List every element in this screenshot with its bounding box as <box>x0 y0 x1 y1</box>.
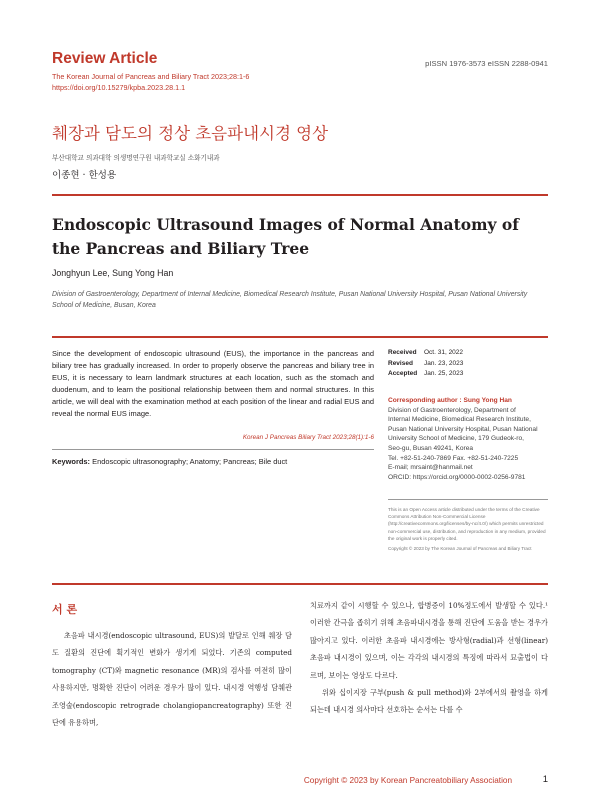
abstract: Since the development of endoscopic ultrasound (EUS), the importance in the pancreas and biliary tree has gradually increased. In order to properly observe the pancreas and biliary tree in EUS, it is necessary to learn landmark structures at each location, such as the stomach and duodenum, and to learn the positional relationship between them and normal structures. In this article, we will deal with the examination method at each position of the linear and radial EUS and reveal the normal EUS image. <box>52 349 374 418</box>
divider <box>52 449 374 450</box>
article-type: Review Article <box>52 50 158 67</box>
divider <box>388 499 548 500</box>
revised-date: Jan. 23, 2023 <box>424 359 464 367</box>
accepted-date: Jan. 25, 2023 <box>424 370 464 378</box>
english-affiliation: Division of Gastroenterology, Department of Internal Medicine, Biomedical Research Institute, Pusan National University Hospital, Pusan National University School of Medicine, Busan, Korea <box>52 291 528 310</box>
korean-authors: 이종현 · 한성용 <box>52 170 117 181</box>
corr-email[interactable]: E-mail; mrsaint@hanmail.net <box>388 464 473 472</box>
received-label: Received <box>388 349 417 356</box>
corr-line: Seo-gu, Busan 49241, Korea <box>388 444 474 452</box>
citation: Korean J Pancreas Biliary Tract 2023;28(1):1-6 <box>242 434 374 441</box>
keywords-value: Endoscopic ultrasonography; Anatomy; Pancreas; Bile duct <box>92 457 288 466</box>
issn: pISSN 1976-3573 eISSN 2288-0941 <box>425 59 548 68</box>
corr-line: Tel. +82-51-240-7869 Fax. +82-51-240-7225 <box>388 454 519 462</box>
corr-line: Division of Gastroenterology, Department of <box>388 406 516 414</box>
doi-link[interactable]: https://doi.org/10.15279/kpba.2023.28.1.1 <box>52 83 186 92</box>
journal-citation: The Korean Journal of Pancreas and Biliary Tract 2023;28:1-6 <box>52 72 250 81</box>
body-column-left <box>52 627 292 731</box>
article-header <box>52 50 249 92</box>
korean-affiliation: 부산대학교 의과대학 의생명연구원 내과학교실 소화기내과 <box>52 154 220 162</box>
journal-copyright: Copyright © 2023 by The Korean Journal of Pancreas and Biliary Tract <box>388 546 532 551</box>
license-text: This is an Open Access article distributed under the terms of the Creative Commons Attribution Non-Commercial License (http://creativecommons.org/licenses/by-nc/4.0/) which permits unrestricted non-commercial use, distribution, and reproduction in any medium, provided the original work is properly cited. <box>388 507 546 541</box>
divider <box>52 336 548 338</box>
received-date: Oct. 31, 2022 <box>424 349 464 356</box>
english-authors: Jonghyun Lee, Sung Yong Han <box>52 268 174 278</box>
body-column-right <box>310 597 548 719</box>
page-number: 1 <box>542 774 548 785</box>
accepted-label: Accepted <box>388 370 418 378</box>
corresponding-author <box>388 396 548 482</box>
korean-title: 췌장과 담도의 정상 초음파내시경 영상 <box>52 124 329 143</box>
corr-line: Pusan National University Hospital, Pusan National <box>388 425 538 433</box>
keywords <box>52 457 374 466</box>
revised-label: Revised <box>388 359 413 367</box>
corresponding-heading: Corresponding author : Sung Yong Han <box>388 397 512 404</box>
keywords-label: Keywords: <box>52 457 91 466</box>
paragraph: 초음파 내시경(endoscopic ultrasound, EUS)의 발달로 인해 췌장 담도 질환의 진단에 획기적인 변화가 생기게 되었다. 기존의 computed tomography (CT)와 magnetic resonance (MR)의 검사를 여전히 많이 사용하지만, 명확한 진단이 어려운 경우가 많이 있다. 내시경 역행성 담췌관조영술(endoscopic retrograde cholangiopancreatography) 또한 진단에 유용하며, <box>52 631 292 728</box>
corr-line: University School of Medicine, 179 Gudeok-ro, <box>388 435 524 443</box>
paragraph: 위와 십이지장 구부(push & pull method)와 2부에서의 촬영을 하게 되는데 내시경 의사마다 선호하는 순서는 다를 수 <box>310 688 548 715</box>
english-title: Endoscopic Ultrasound Images of Normal Anatomy of the Pancreas and Biliary Tree <box>52 215 519 258</box>
corr-orcid[interactable]: ORCID: https://orcid.org/0000-0002-0256-9781 <box>388 473 526 481</box>
section-heading: 서 론 <box>52 603 78 616</box>
divider <box>52 194 548 196</box>
footer-copyright: Copyright © 2023 by Korean Pancreatobiliary Association <box>303 776 512 785</box>
article-dates <box>388 348 463 380</box>
corr-line: Internal Medicine, Biomedical Research Institute, <box>388 416 531 424</box>
paragraph: 치료까지 같이 시행할 수 있으나, 합병증이 10%정도에서 발생할 수 있다.¹ 이러한 간극을 좁히기 위해 초음파내시경을 통해 진단에 도움을 받는 경우가 많아지고 있다. 이러한 초음파 내시경에는 방사형(radial)과 선형(linear) 초음파 내시경이 있으며, 이는 각각의 내시경의 특징에 따라서 묘출법이 다르며, 보이는 영상도 다르다. <box>310 601 548 680</box>
divider <box>52 583 548 585</box>
